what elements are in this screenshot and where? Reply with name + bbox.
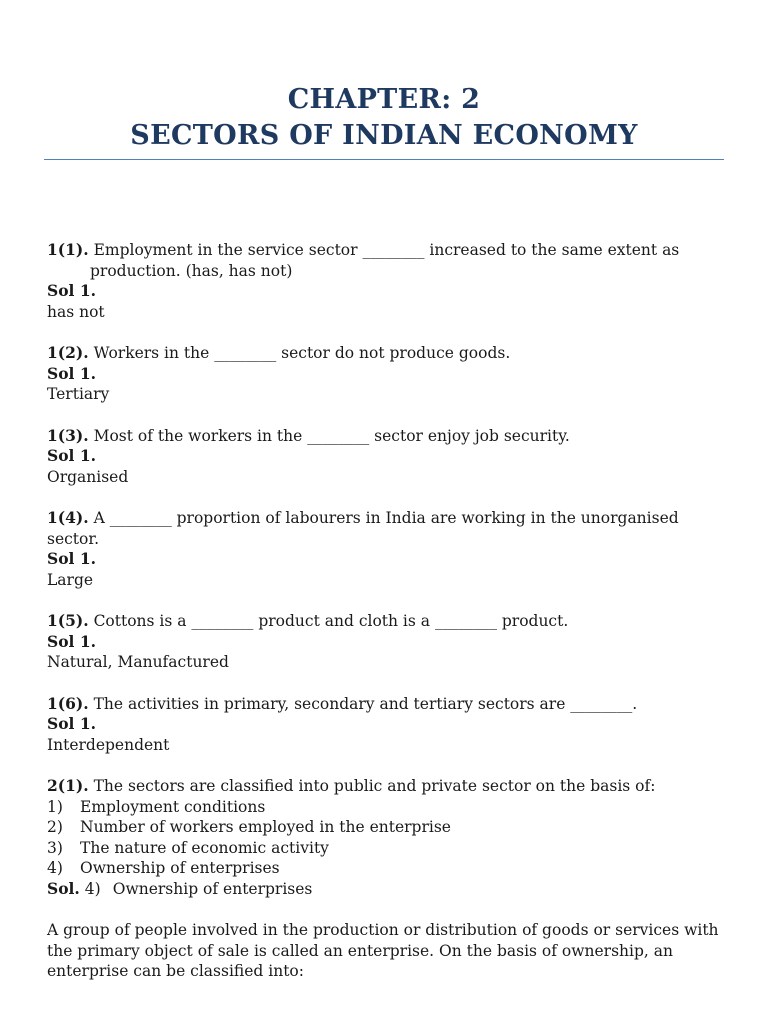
answer-text: Ownership of enterprises bbox=[112, 879, 313, 898]
question-number: 1(6). bbox=[47, 693, 89, 713]
answer-text: Large bbox=[47, 570, 94, 589]
option-text: The nature of economic activity bbox=[80, 838, 329, 857]
question-text: 1(2). Workers in the ________ sector do not produce goods. bbox=[47, 343, 511, 362]
answer-text: Organised bbox=[47, 467, 129, 486]
mcq-option bbox=[47, 817, 727, 838]
option-number: 3) bbox=[47, 838, 63, 857]
option-text: Employment conditions bbox=[80, 797, 266, 816]
chapter-number: CHAPTER: 2 bbox=[287, 84, 481, 115]
question-block bbox=[47, 611, 727, 673]
explanation-paragraph: A group of people involved in the production or distribution of goods or services with the primary object of sale is called an enterprise. On the basis of ownership, an enterprise can be classified into: bbox=[47, 921, 719, 980]
question-block bbox=[47, 240, 727, 322]
question-text: 1(3). Most of the workers in the ________ sector enjoy job security. bbox=[47, 425, 570, 445]
question-number: 1(3). bbox=[47, 425, 89, 445]
chapter-heading bbox=[0, 82, 768, 154]
solution-label: Sol 1. bbox=[47, 281, 96, 300]
document-body bbox=[47, 240, 727, 982]
solution-label: Sol. bbox=[47, 878, 80, 898]
question-block bbox=[47, 508, 727, 590]
answer-text: Interdependent bbox=[47, 735, 170, 754]
solution-label: Sol 1. bbox=[47, 714, 96, 733]
question-number: 1(4). bbox=[47, 508, 89, 527]
question-block bbox=[47, 694, 727, 756]
option-number: 4) bbox=[84, 879, 101, 898]
question-block bbox=[47, 343, 727, 405]
question-number: 2(1). bbox=[47, 776, 89, 795]
question-continuation: production. (has, has not) bbox=[90, 261, 293, 280]
question-number: 1(2). bbox=[47, 343, 89, 362]
option-number: 1) bbox=[47, 797, 63, 816]
option-number: 4) bbox=[47, 859, 63, 877]
question-text: 1(5). Cottons is a ________ product and cloth is a ________ product. bbox=[47, 611, 569, 630]
solution-label: Sol 1. bbox=[47, 446, 96, 465]
question-text: 1(1). Employment in the service sector ________ increased to the same extent as production. (has, has not) bbox=[47, 240, 727, 281]
solution-label: Sol 1. bbox=[47, 631, 96, 651]
mcq-option bbox=[47, 858, 727, 879]
answer-text: has not bbox=[47, 302, 105, 321]
solution-label: Sol 1. bbox=[47, 363, 96, 383]
option-text: Number of workers employed in the enterprise bbox=[80, 818, 451, 836]
option-text: Ownership of enterprises bbox=[80, 859, 280, 877]
question-number: 1(5). bbox=[47, 611, 89, 630]
heading-divider bbox=[44, 159, 724, 160]
answer-text: Tertiary bbox=[47, 385, 110, 403]
question-text: 1(4). A ________ proportion of labourers in India are working in the unorganised sector. bbox=[47, 508, 679, 548]
question-number: 1(1). bbox=[47, 240, 89, 259]
chapter-title: SECTORS OF INDIAN ECONOMY bbox=[130, 120, 638, 151]
mcq-block bbox=[47, 776, 727, 899]
mcq-option bbox=[47, 838, 727, 859]
mcq-option bbox=[47, 797, 727, 818]
question-block bbox=[47, 426, 727, 488]
answer-text: Natural, Manufactured bbox=[47, 653, 229, 671]
question-text: 2(1). The sectors are classified into public and private sector on the basis of: bbox=[47, 776, 656, 795]
option-number: 2) bbox=[47, 818, 63, 836]
mcq-solution bbox=[47, 879, 727, 900]
solution-label: Sol 1. bbox=[47, 549, 96, 568]
question-text: 1(6). The activities in primary, secondary and tertiary sectors are ________. bbox=[47, 693, 638, 713]
